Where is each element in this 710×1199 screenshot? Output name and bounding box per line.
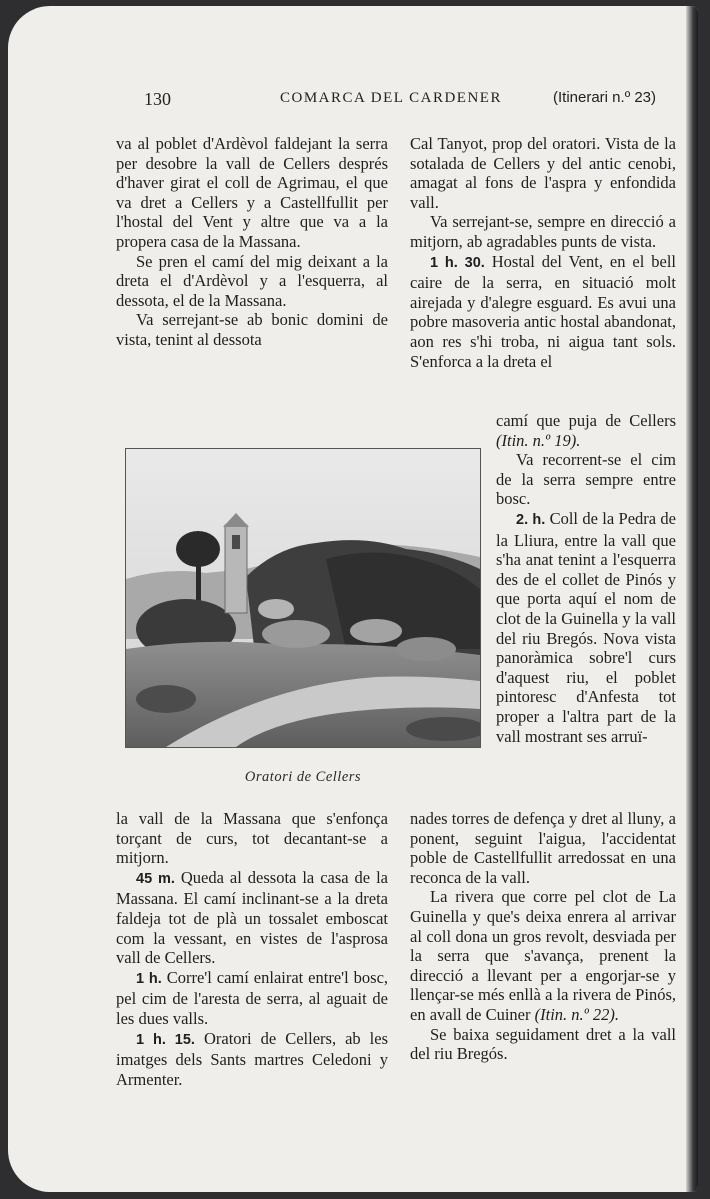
book-page	[8, 6, 698, 1192]
photo-illustration	[126, 449, 480, 747]
paragraph: nades torres de defença y dret al lluny, a ponent, seguint l'aigua, l'accidentat poble de Castellfullit arredossat en una reconca de la vall.	[410, 809, 676, 887]
page-header	[8, 89, 698, 113]
time-marker: 2. h.	[516, 511, 546, 528]
paragraph	[496, 411, 676, 450]
left-column-top	[116, 134, 388, 350]
paragraph-text: Queda al dessota la casa de la Massana. El camí inclinant-se a la dreta faldeja tot de plà un tossalet emboscat com la vessant, en vistes de l'asprosa vall de Cellers.	[116, 867, 388, 968]
itinerary-reference: (Itin. n.º 19).	[496, 430, 581, 450]
paragraph-text: Oratori de Cellers, ab les imatges dels Sants martres Celedoni y Armenter.	[116, 1028, 389, 1089]
time-marker: 45 m.	[136, 870, 175, 887]
oratory-photo	[125, 448, 481, 748]
figure-caption: Oratori de Cellers	[244, 769, 362, 785]
paragraph: Se pren el camí del mig deixant a la dreta el d'Ardèvol y a l'esquerra, al dessota, el de la Massana.	[116, 251, 388, 310]
paragraph-text: Hostal del Vent, en el bell caire de la serra, en situació molt airejada y d'alegre esguard. Es avui una pobre masoveria antic hostal abandonat, aon res s'hi troba, ni aigua tant sols. S'enforca a la dreta el	[410, 251, 677, 371]
right-column-narrow	[496, 411, 676, 746]
time-marker: 1 h.	[136, 970, 162, 987]
paragraph: Va recorrent-se el cim de la serra sempre entre bosc.	[496, 450, 676, 509]
paragraph: Se baixa seguidament dret a la vall del riu Bregós.	[410, 1024, 676, 1064]
paragraph	[116, 968, 388, 1029]
paragraph: Cal Tanyot, prop del oratori. Vista de la sotalada de Cellers y del antic cenobi, amagat al fons de l'aspra y enfondida vall.	[410, 134, 676, 212]
paragraph	[410, 887, 676, 1024]
paragraph: la vall de la Massana que s'enfonça torçant de curs, tot decantant-se a mitjorn.	[116, 809, 388, 868]
left-column-bottom	[116, 809, 388, 1089]
right-column-bottom	[410, 809, 676, 1064]
itinerary-number: (Itinerari n.º 23)	[553, 89, 657, 106]
paragraph	[496, 509, 676, 746]
time-marker: 1 h. 30.	[430, 254, 485, 271]
paragraph	[410, 252, 676, 372]
paragraph-text: camí que puja de Cellers	[496, 411, 676, 430]
itinerary-reference: (Itin. n.º 22).	[534, 1004, 620, 1024]
paragraph: Va serrejant-se ab bonic domini de vista, tenint al dessota	[116, 310, 388, 349]
paragraph-text: Corre'l camí enlairat entre'l bosc, pel cim de l'aresta de serra, al aguait de les dues valls.	[116, 967, 389, 1028]
paragraph-text: Coll de la Pedra de la Lliura, entre la vall que s'ha anat tenint a l'esquerra des de el collet de Pinós y que porta aquí el nom de clot de la Guinella y la vall del riu Bregós. Nova vista panoràmica sobre'l curs d'aquest riu, el poblet pintoresc d'Anfesta tot proper a l'altra part de la vall mostrant ses arruï-	[496, 508, 676, 746]
paragraph: va al poblet d'Ardèvol faldejant la serra per desobre la vall de Cellers després d'haver girat el coll de Agrimau, el que va dret a Cellers y a Castellfullit per l'hostal del Vent y altre que va a la propera casa de la Massana.	[116, 134, 388, 251]
paragraph	[116, 868, 388, 968]
running-title: COMARCA DEL CARDENER	[280, 90, 502, 106]
paragraph	[116, 1029, 388, 1090]
page-number: 130	[144, 89, 171, 109]
right-column-top	[410, 134, 676, 371]
time-marker: 1 h. 15.	[136, 1031, 195, 1048]
book-spine	[686, 6, 698, 1192]
paragraph: Va serrejant-se, sempre en direcció a mitjorn, ab agradables punts de vista.	[410, 212, 676, 251]
paragraph-text: La rivera que corre pel clot de La Guinella y que's deixa enrera al arrivar al coll dona un gros revolt, desviada per la serra que s'avança, prenent la direcció a llevant per a engorjar-se y llençar-se més enllà a la rivera de Pinós, en avall de Cuiner	[410, 887, 676, 1024]
